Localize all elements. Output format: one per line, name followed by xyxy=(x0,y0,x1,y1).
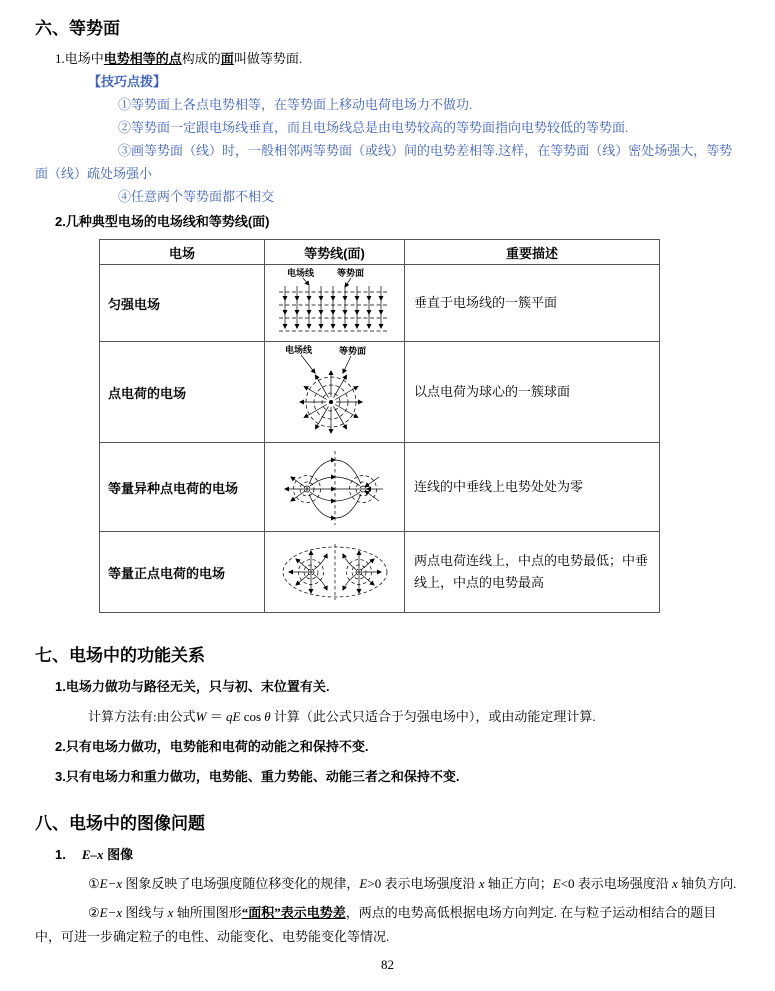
diagram-cell xyxy=(265,265,405,342)
sub1-x1: x xyxy=(478,876,485,891)
tip-1: ①等势面上各点电势相等，在等势面上移动电荷电场力不做功. xyxy=(118,97,473,112)
sub1-x2: x xyxy=(672,876,678,891)
label-leader-arrows xyxy=(303,278,351,287)
table-row-uniform-field xyxy=(100,265,660,342)
tips-header: 【技巧点拨】 xyxy=(88,74,167,89)
calc-cos: cos xyxy=(240,709,265,724)
calc-var-W: W xyxy=(195,709,207,724)
charge-dot xyxy=(329,400,333,404)
sub1-E1: E xyxy=(359,876,368,891)
calc-text-2: 计算（此公式只适合于匀强电场中），或由动能定理计算. xyxy=(270,709,596,724)
sub1-num: ① xyxy=(88,876,100,891)
section6-item2: 2.几种典型电场的电场线和等势线(面) xyxy=(55,214,270,229)
positive-charges-diagram xyxy=(267,534,403,610)
col-header-equipotential: 等势线(面) xyxy=(265,240,405,265)
field-description: 垂直于电场线的一簇平面 xyxy=(405,265,660,342)
diagram-cell xyxy=(265,532,405,613)
field-description: 连线的中垂线上电势处处为零 xyxy=(405,443,660,532)
section7-title: 七、电场中的功能关系 xyxy=(35,646,205,665)
sub2-text-2: 轴所围图形 xyxy=(173,905,242,920)
sub1-text-3: 轴正方向； xyxy=(484,876,553,891)
sub2-text-3: ，两点的电势高低根据电场方向判定. 在与粒子运动相结合的题目中，可进一步确定粒子的电性、动能变化、电势能变化等情况. xyxy=(35,905,717,944)
ex-number: 1. xyxy=(55,847,66,862)
ex-title-text: 图像 xyxy=(103,847,134,862)
section8-title: 八、电场中的图像问题 xyxy=(35,814,205,833)
field-description: 两点电荷连线上，中点的电势最低；中垂线上，中点的电势最高 xyxy=(405,532,660,613)
point-charge-diagram xyxy=(271,344,399,440)
sub2-x: x xyxy=(167,905,174,920)
field-lines xyxy=(285,460,383,518)
item1-text-2: 构成的 xyxy=(181,51,221,66)
section8-sub2 xyxy=(35,901,740,949)
uniform-field-diagram xyxy=(271,267,399,339)
tip-4: ④任意两个等势面都不相交 xyxy=(118,189,275,204)
item1-underlined-1: 电势相等的点 xyxy=(103,51,182,66)
col-header-description: 重要描述 xyxy=(405,240,660,265)
sub1-text-4: <0 表示电场强度沿 xyxy=(560,876,673,891)
field-table xyxy=(99,239,660,613)
item1-text: 1.电场中 xyxy=(55,51,104,66)
table-row-opposite-charges xyxy=(100,443,660,532)
table-header-row xyxy=(100,240,660,265)
calc-var-qE: qE xyxy=(225,709,241,724)
tip-3: ③画等势面（线）时，一般相邻两等势面（或线）间的电势差相等.这样，在等势面（线）密处场强大，等势面（线）疏处场强小 xyxy=(35,143,733,181)
field-name: 匀强电场 xyxy=(100,265,265,342)
diagram-cell xyxy=(265,342,405,443)
item1-underlined-2: 面 xyxy=(220,51,234,66)
section8-ex-title xyxy=(35,842,740,867)
positive-charge xyxy=(304,486,310,492)
field-name: 点电荷的电场 xyxy=(100,342,265,443)
sub2-num: ② xyxy=(88,905,100,920)
sub2-text-1: 图线与 xyxy=(122,905,168,920)
page-number: 82 xyxy=(381,957,394,972)
section7-item3: 3.只有电场力和重力做功，电势能、重力势能、动能三者之和保持不变. xyxy=(55,769,460,784)
sub1-text-1: 图象反映了电场强度随位移变化的规律， xyxy=(122,876,360,891)
field-name: 等量异种点电荷的电场 xyxy=(100,443,265,532)
tip-2: ②等势面一定跟电场线垂直，而且电场线总是由电势较高的等势面指向电势较低的等势面. xyxy=(118,120,629,135)
sub1-text-5: 轴负方向. xyxy=(677,876,737,891)
field-description: 以点电荷为球心的一簇球面 xyxy=(405,342,660,443)
sub2-underlined: “面积”表示电势差 xyxy=(241,905,346,920)
section6-item1 xyxy=(35,47,740,70)
item1-text-3: 叫做等势面. xyxy=(233,51,303,66)
calc-equals: ＝ xyxy=(206,709,226,724)
sub1-ex: E−x xyxy=(99,876,123,891)
negative-charge xyxy=(360,486,366,492)
label-leader-arrows xyxy=(301,355,351,373)
positive-charge-left xyxy=(308,569,314,575)
ex-graph-name: E–x xyxy=(81,847,104,862)
section6-title: 六、等势面 xyxy=(35,19,120,38)
opposite-charges-diagram xyxy=(267,445,403,529)
section7-item2: 2.只有电场力做功，电势能和电荷的动能之和保持不变. xyxy=(55,739,369,754)
calc-var-theta: θ xyxy=(264,709,271,724)
sub1-E2: E xyxy=(552,876,561,891)
sub1-text-2: >0 表示电场强度沿 xyxy=(367,876,479,891)
col-header-field: 电场 xyxy=(100,240,265,265)
calc-text-1: 计算方法有:由公式 xyxy=(88,709,196,724)
equipotential-lines xyxy=(279,292,389,331)
section7-calc-line xyxy=(35,704,740,729)
diagram-cell xyxy=(265,443,405,532)
sub2-ex: E−x xyxy=(99,905,123,920)
table-row-positive-charges xyxy=(100,532,660,613)
table-row-point-charge xyxy=(100,342,660,443)
equipotential-label: 等势面 xyxy=(338,346,366,356)
section8-sub1 xyxy=(35,872,740,896)
equipotential-label: 等势面 xyxy=(336,268,364,278)
field-line-label: 电场线 xyxy=(284,345,312,355)
section7-item1: 1.电场力做功与路径无关，只与初、末位置有关. xyxy=(55,679,330,694)
field-line-label: 电场线 xyxy=(286,268,314,278)
field-name: 等量正点电荷的电场 xyxy=(100,532,265,613)
positive-charge-right xyxy=(356,569,362,575)
